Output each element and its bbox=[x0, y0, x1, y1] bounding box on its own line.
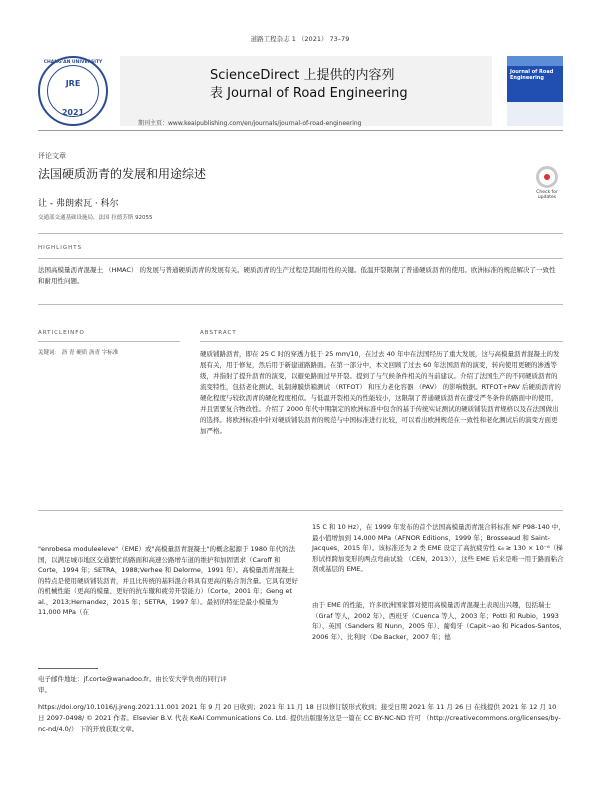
contents-list-line1: ScienceDirect 上提供的内容列 bbox=[210, 68, 395, 83]
journal-homepage-link[interactable]: 期刊主页：www.keaipublishing.com/en/journals/journal-of-road-engineering bbox=[138, 120, 362, 127]
cover-top-band bbox=[507, 56, 563, 66]
abstract-heading: ABSTRACT bbox=[200, 330, 237, 336]
author-name: 让 - 弗朗索瓦 · 科尔 bbox=[38, 199, 119, 209]
highlights-text: 法国高模量沥青混凝土 （HMAC） 的发展与普通硬质沥青的发展有关。硬质沥青的生产过程是其耐用性的关键。低温开裂限制了普通硬质沥青的使用。欧洲标准的规范解决了一致性和耐用性问题。 bbox=[38, 266, 556, 285]
keywords: 关键词： 沥 青 硬质 沥青 字标准 bbox=[38, 350, 119, 356]
publication-info: https://doi.org/10.1016/j.jreng.2021.11.001 2021 年 9 月 20 日收到；2021 年 11 月 18 日以修订版形式收到；接受日期 2021 年 11 月 26 日 在线提供 2021 年 12 月 10 日 2097-0498/ © 2021 作者。Elsevier B.V. 代表 KeAi Communications Co. Ltd. 提供出版服务这是一篇在 CC BY-NC-ND 许可 （http://creativecommons.org/licenses/by-nc-nd/4.0/） 下的开放获取文章。 bbox=[38, 703, 561, 733]
check-for-updates-badge[interactable] bbox=[532, 166, 562, 202]
divider bbox=[38, 341, 180, 342]
footnote: 电子邮件地址：jf.corte@wanadoo.fr。由长安大学负责的同行评审。 bbox=[38, 675, 227, 694]
body-right-paragraph-2: 由于 EME 的性能，许多欧洲国家都对使用高模量沥青混凝土表现出兴趣，包括瑞士（Graf 等人，2002 年）、西班牙（Cuenca 等人，2003 年；Potti 和 Rubio，1993 年）、英国（Sanders 和 Nunn，2005 年）、葡萄牙（Capit~ao 和 Picados-Santos，2006 年）、比利时（De Backer，2007 年；德 bbox=[312, 601, 567, 641]
divider bbox=[38, 258, 563, 259]
seal-year: 2021 bbox=[61, 108, 85, 117]
divider bbox=[38, 304, 563, 305]
divider bbox=[200, 341, 563, 342]
article-title: 法国硬质沥青的发展和用途综述 bbox=[38, 167, 207, 181]
journal-citation: 道路工程杂志 1 （2021） 73–79 bbox=[250, 35, 350, 43]
author-affiliation: 交通部交通基础设施局，法国 拉德芳斯 92055 bbox=[38, 215, 153, 221]
body-left-column: "enrobesa moduleeleve"（EME）或"高模量沥青混凝土"的概念起源于 1980 年代的法国，以满足城市地区交通繁忙的路面和高速公路增车道的维护和加固需求（Caroff 和 Corte，1994 年；SETRA，1988;Verhee 和 Delorme，1991 年）。高模量沥青混凝土的特点是使用硬质铺装沥青，并且比传统的基料混合料具有更高的粘合剂含量。它具有更好的机械性能（更高的模量、更好的抗车辙和疲劳开裂能力）（Corte，2001 年；Geng et al.，2013;Hernandez，2015 年；SETRA，1997 年）。最初的特征是最小模量为 11,000 MPa（在 bbox=[38, 545, 298, 616]
highlights-heading: HIGHLIGHTS bbox=[38, 245, 83, 251]
cover-bottom-band bbox=[507, 102, 563, 126]
header-divider bbox=[38, 130, 563, 131]
contents-list-line2: 表 Journal of Road Engineering bbox=[210, 86, 408, 101]
divider bbox=[38, 233, 563, 234]
article-info-heading: ARTICLEINFO bbox=[38, 330, 85, 336]
abstract-text: 硬质铺路沥青，即在 25 C 时的穿透力低于 25 mm/10，在过去 40 年中在法国经历了重大发展，这与高模量沥青混凝土的发展有关，用于修复，然后用于新建道路路面。在第一部分中，本文回顾了过去 60 年法国沥青的演变，转向使用更硬的渗透等级，并指射了提升沥青的演变，以避免路面过早开裂。提到了与气候条件相关的当前建议。介绍了法国生产的不同硬质沥青的流变特性，包括老化测试、轧制薄膜烘箱测试 （RTFOT） 和压力老化容器 （PAV） 的影响数据。RTFOT+PAV 后硬质沥青的硬化程度与较软沥青的硬化程度相似。与低温开裂相关的性能较小，这限制了普通硬质沥青在遭受严冬条件的路面中的使用，并且需要复合物改性。介绍了 2000 年代中期制定的欧洲标准中包含的基于传统实证测试的硬质铺装沥青规格以及在法国做出的选择。将欧洲标准中针对硬质铺装沥青的规范与中国标准进行比较，可以看出欧洲规范在一致性和老化测试后的演变方面更加严格。 bbox=[200, 350, 561, 435]
check-updates-label: Check for updates bbox=[536, 190, 558, 200]
seal-center-text: JRE bbox=[65, 79, 81, 88]
journal-cover-image bbox=[507, 56, 563, 126]
seal-ring-text: CHANG'AN UNIVERSITY bbox=[43, 60, 103, 65]
article-type: 评论文章 bbox=[38, 152, 66, 160]
divider bbox=[38, 510, 563, 511]
university-seal-logo bbox=[38, 56, 108, 126]
cover-title: Journal of Road Engineering bbox=[510, 69, 554, 81]
footnote-divider bbox=[38, 668, 98, 669]
check-updates-icon bbox=[536, 166, 558, 188]
body-right-paragraph-1: 15 C 和 10 Hz），在 1999 年发布的首个法国高模量沥青混合料标准 NF P98-140 中，最小值增加到 14,000 MPa（AFNOR Editions，1999 年；Brosseaud 和 Saint-Jacques，2015 年）。该标准还为 2 类 EME 设定了高抗疲劳性 ε₆ ≥ 130 × 10⁻⁶（梯形试样跨加变形的两点弯曲试验 （CEN，2013）），这些 EME 后来是唯一用于路面粘合剂或基层的 EME。 bbox=[312, 523, 565, 573]
